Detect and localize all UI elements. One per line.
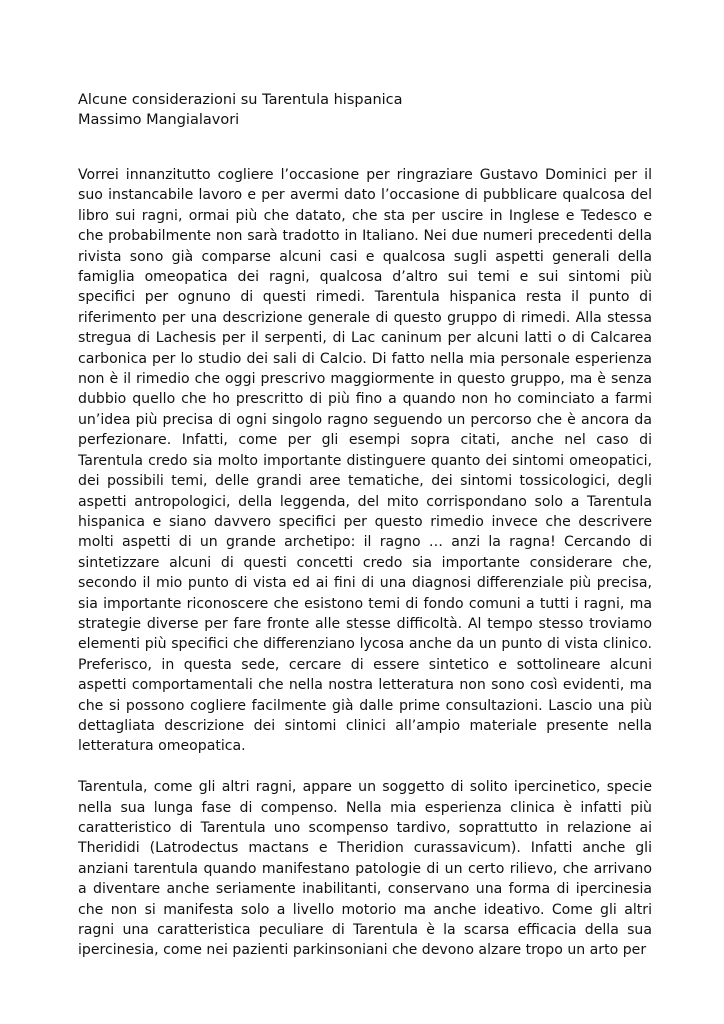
paragraph-spacer [78, 757, 652, 777]
article-header [78, 90, 652, 130]
body-paragraph: Tarentula, come gli altri ragni, appare un soggetto di solito ipercinetico, specie nella sua lunga fase di compenso. Nella mia esperienza clinica è infatti più caratteristico di Tarentula uno scompenso tardivo, soprattutto in relazione ai Therididi (Latrodectus mactans e Theridion curassavicum). Infatti anche gli anziani tarentula quando manifestano patologie di un certo rilievo, che arrivano a diventare anche seriamente inabilitanti, conservano una forma di ipercinesia che non si manifesta solo a livello motorio ma anche ideativo. Come gli altri ragni una caratteristica peculiare di Tarentula è la scarsa efficacia della sua ipercinesia, come nei pazienti parkinsoniani che devono alzare tropo un arto per [78, 779, 652, 959]
article-author: Massimo Mangialavori [78, 112, 240, 128]
body-paragraph: Vorrei innanzitutto cogliere l’occasione per ringraziare Gustavo Dominici per il suo instancabile lavoro e per avermi dato l’occasione di pubblicare qualcosa del libro sui ragni, ormai più che datato, che sta per uscire in Inglese e Tedesco e che probabilmente non sarà tradotto in Italiano. Nei due numeri precedenti della rivista sono già comparse alcuni casi e qualcosa sugli aspetti generali della famiglia omeopatica dei ragni, qualcosa d’altro sui temi e sui sintomi più specifici per ognuno di questi rimedi. Tarentula hispanica resta il punto di riferimento per una descrizione generale di questo gruppo di rimedi. Alla stessa stregua di Lachesis per il serpenti, di Lac caninum per alcuni latti o di Calcarea carbonica per lo studio dei sali di Calcio. Di fatto nella mia personale esperienza non è il rimedio che oggi prescrivo maggiormente in questo gruppo, ma è senza dubbio quello che ho prescritto di più fino a quando non ho cominciato a farmi un’idea più precisa di ogni singolo ragno seguendo un percorso che è ancora da perfezionare. Infatti, come per gli esempi sopra citati, anche nel caso di Tarentula credo sia molto importante distinguere quanto dei sintomi omeopatici, dei possibili temi, delle grandi aree tematiche, dei sintomi tossicologici, degli aspetti antropologici, della leggenda, del mito corrispondano solo a Tarentula hispanica e siano davvero specifici per questo rimedio invece che descrivere molti aspetti di un grande archetipo: il ragno … anzi la ragna! Cercando di sintetizzare alcuni di questi concetti credo sia importante considerare che, secondo il mio punto di vista ed ai fini di una diagnosi differenziale più precisa, sia importante riconoscere che esistono temi di fondo comuni a tutti i ragni, ma strategie diverse per fare fronte alle stesse difficoltà. Al tempo stesso troviamo elementi più specifici che differenziano lycosa anche da un punto di vista clinico. Preferisco, in questa sede, cercare di essere sintetico e sottolineare alcuni aspetti comportamentali che nella nostra letteratura non sono così evidenti, ma che si possono cogliere facilmente già dalle prime consultazioni. Lascio una più dettagliata descrizione dei sintomi clinici all’ampio materiale presente nella letteratura omeopatica. [78, 167, 652, 755]
article-title: Alcune considerazioni su Tarentula hispanica [78, 92, 403, 108]
article-body [78, 165, 652, 961]
